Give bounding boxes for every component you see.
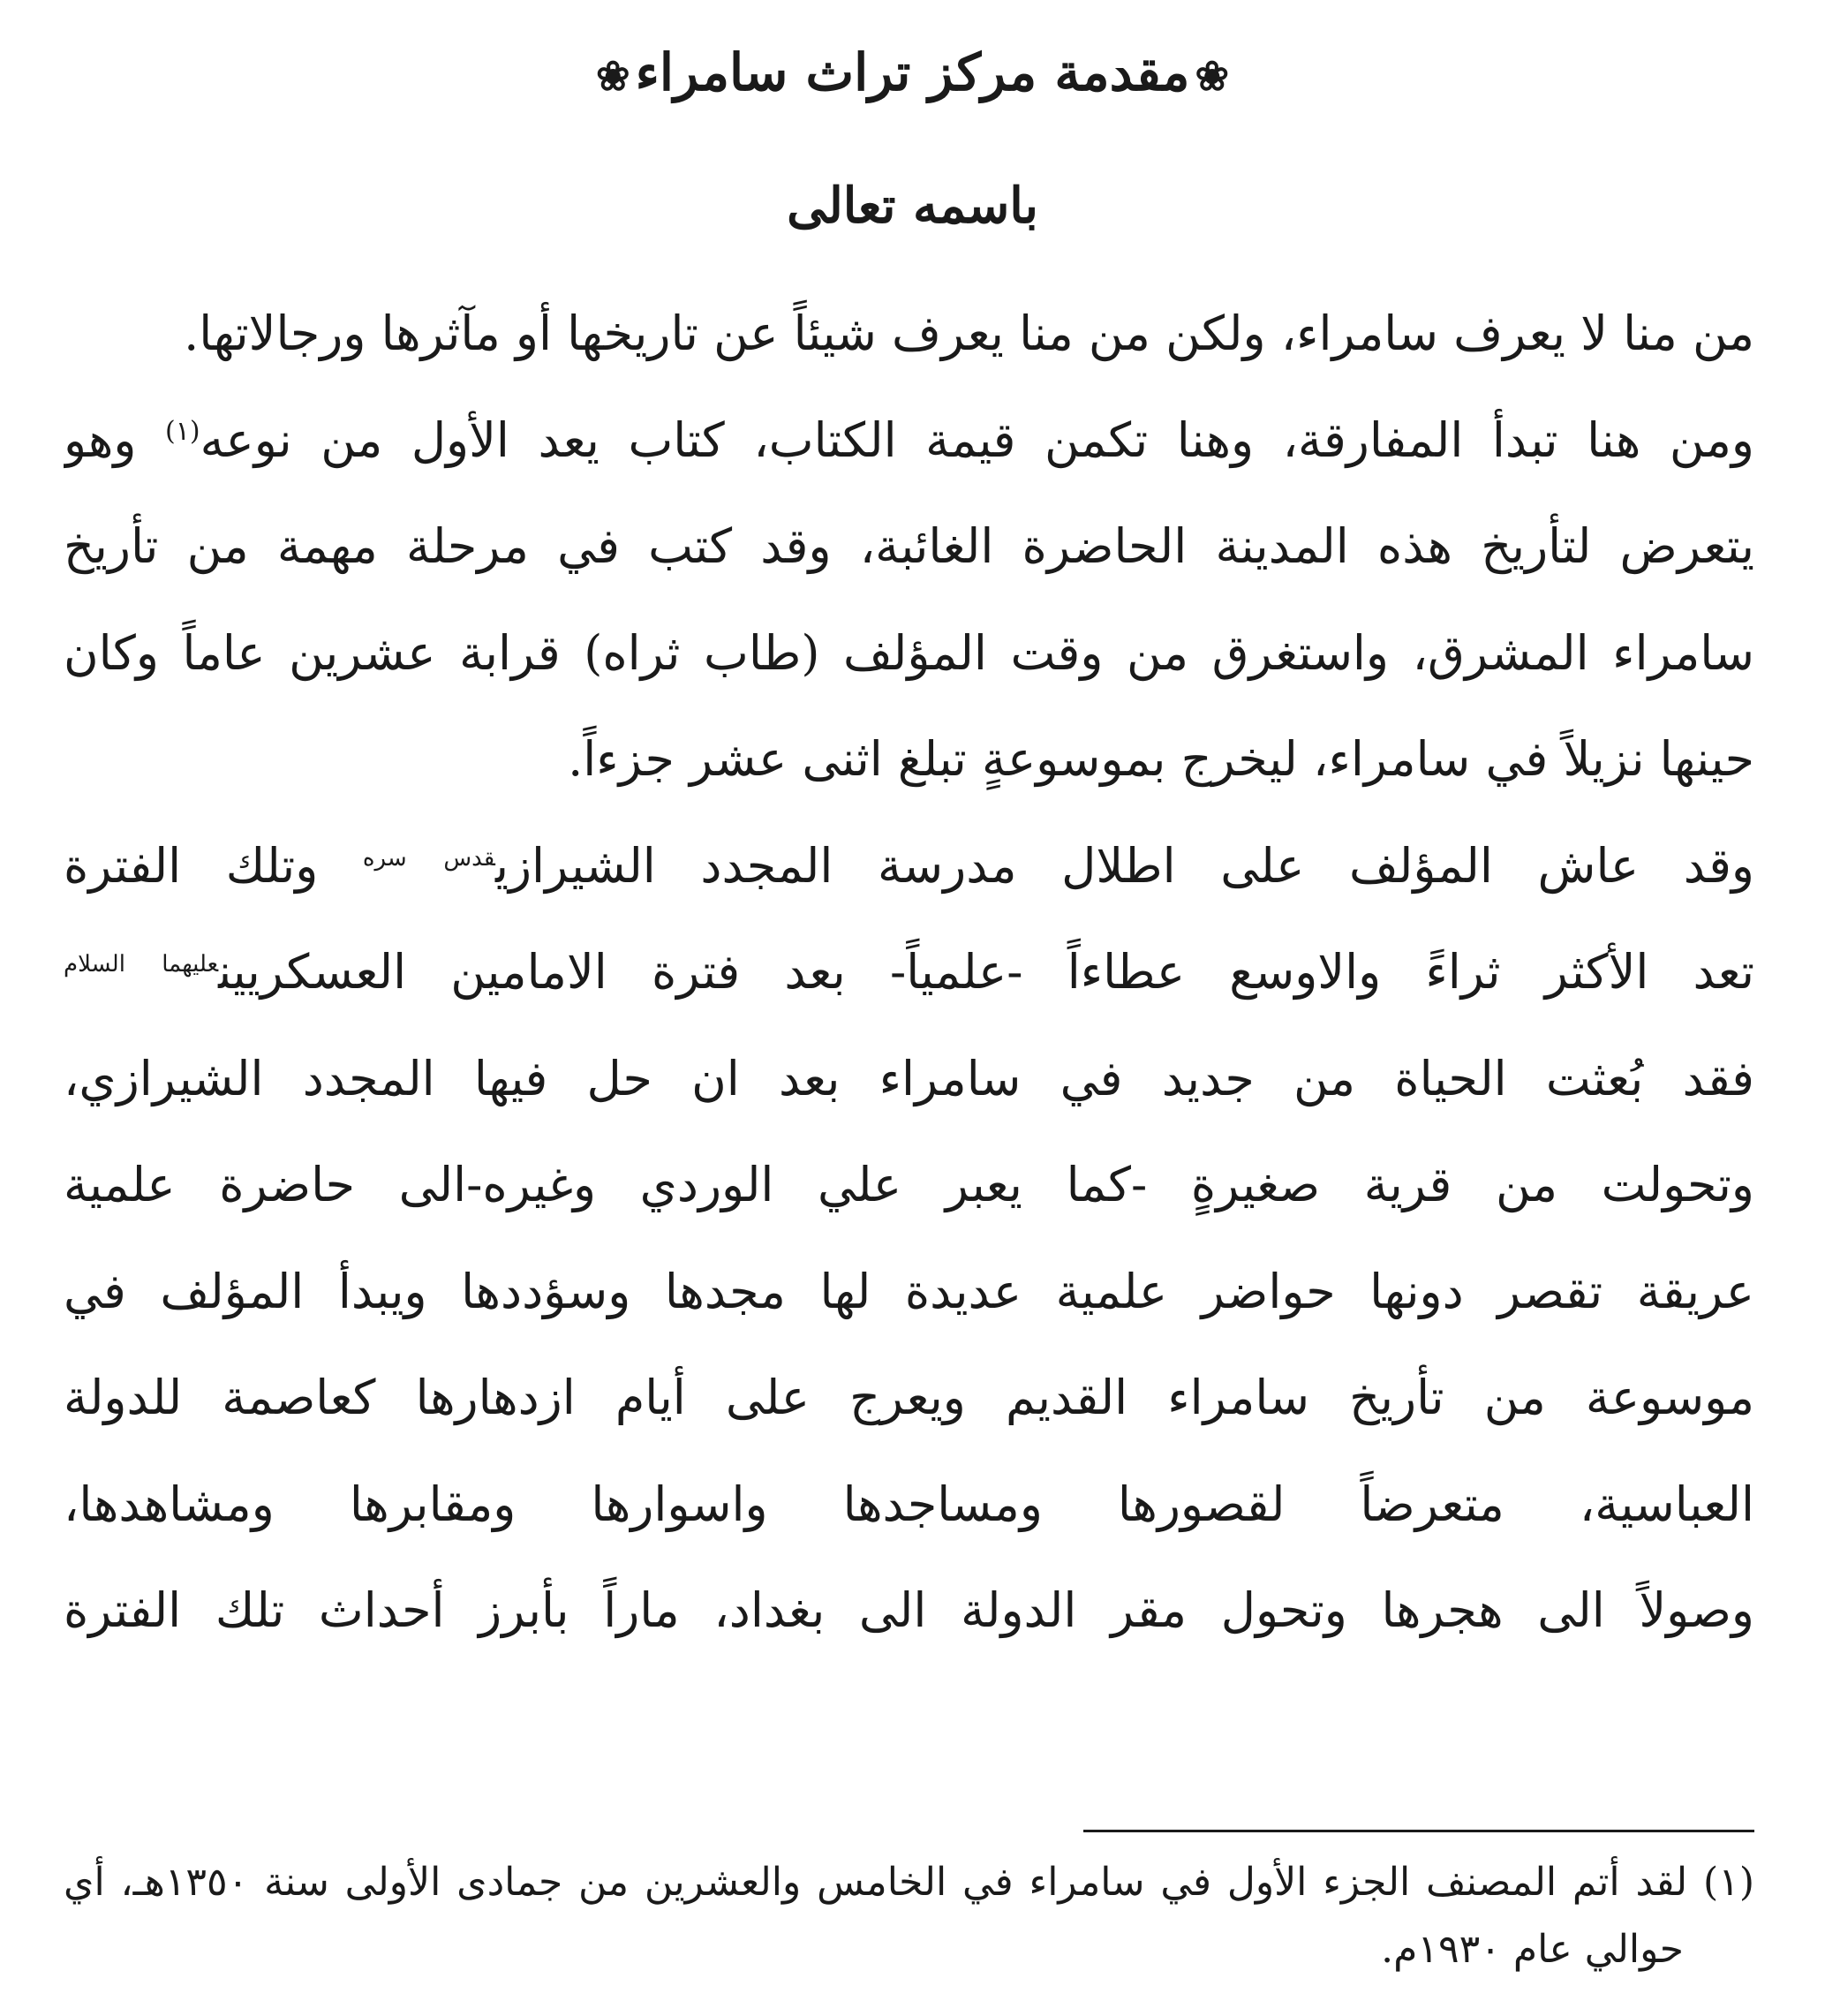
body-line: عريقة تقصر دونها حواضر علمية عديدة لها مجدها وسؤددها ويبدأ المؤلف في [64, 1263, 1754, 1319]
body-line-text: وهو [64, 412, 166, 468]
body-line: فقد بُعثت الحياة من جديد في سامراء بعد ان حل فيها المجدد الشيرازي، [64, 1050, 1754, 1106]
honorific-mark: عليهما السلام [64, 951, 219, 978]
page-title-text: مقدمة مركز تراث سامراء [635, 42, 1190, 102]
body-line: حينها نزيلاً في سامراء، ليخرج بموسوعةٍ تبلغ اثنى عشر جزءاً. [568, 731, 1754, 787]
body-line: من منا لا يعرف سامراء، ولكن من منا يعرف شيئاً عن تاريخها أو مآثرها ورجالاتها. [184, 306, 1754, 361]
footnote [64, 1849, 1754, 1983]
body-line: العباسية، متعرضاً لقصورها ومساجدها واسوارها ومقابرها ومشاهدها، [64, 1476, 1754, 1532]
body-line: وتحولت من قرية صغيرةٍ -كما يعبر علي الوردي وغيره-الى حاضرة علمية [64, 1157, 1754, 1212]
body-line: سامراء المشرق، واستغرق من وقت المؤلف (طاب ثراه) قرابة عشرين عاماً وكان [64, 624, 1754, 681]
page-title [0, 42, 1825, 104]
body-line: موسوعة من تأريخ سامراء القديم ويعرج على أيام ازدهارها كعاصمة للدولة [64, 1370, 1754, 1425]
flower-ornament-icon: ❀ [596, 52, 630, 101]
body-line-text: تعد الأكثر ثراءً والاوسع عطاءاً -علمياً- بعد فترة الامامين العسكريين [218, 944, 1754, 1000]
body-line-text: وقد عاش المؤلف على اطلال مدرسة المجدد الشيرازي [494, 837, 1754, 894]
body-line: وصولاً الى هجرها وتحول مقر الدولة الى بغداد، ماراً بأبرز أحداث تلك الفترة [64, 1582, 1754, 1638]
body-line [64, 388, 1754, 495]
body-line [64, 919, 1754, 1026]
honorific-mark: قدس سره [362, 844, 495, 872]
body-paragraphs [64, 281, 1754, 1665]
footnote-divider [1083, 1830, 1754, 1832]
body-line-text: وتلك الفترة [64, 837, 363, 894]
footnote-line: (١) لقد أتم المصنف الجزء الأول في سامراء في الخامس والعشرين من جمادى الأولى سنة ١٣٥٠هـ، أي [64, 1860, 1754, 1905]
body-line-text: ومن هنا تبدأ المفارقة، وهنا تكمن قيمة الكتاب، كتاب يعد الأول من نوعه [200, 412, 1754, 468]
footnote-line: حوالي عام ١٩٣٠م. [1381, 1927, 1684, 1972]
flower-ornament-icon: ❀ [1195, 52, 1229, 101]
footnote-reference: (١) [165, 415, 200, 447]
body-line: يتعرض لتأريخ هذه المدينة الحاضرة الغائبة، وقد كتب في مرحلة مهمة من تأريخ [64, 518, 1754, 574]
body-line [64, 813, 1754, 920]
page-subtitle: باسمه تعالى [787, 177, 1038, 235]
